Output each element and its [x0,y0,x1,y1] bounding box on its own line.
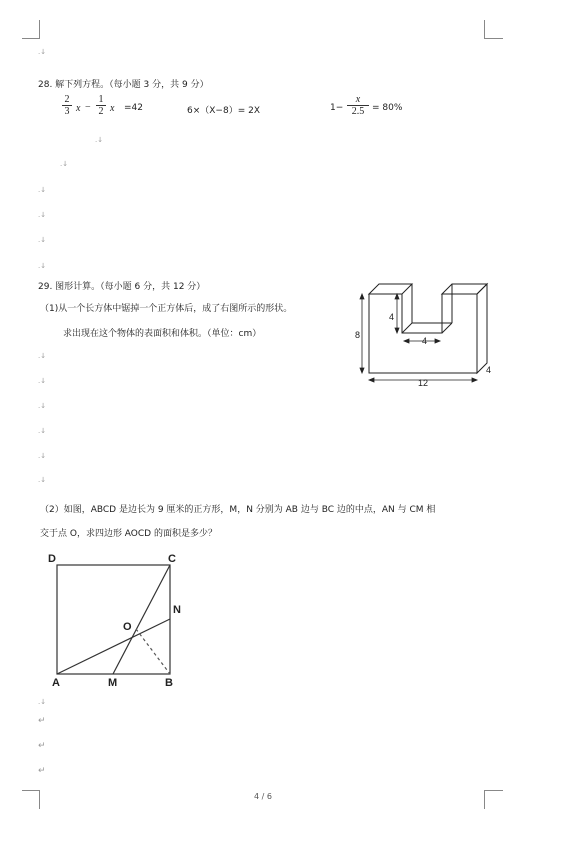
corner-mark-top-right [484,20,503,39]
segment-an [57,619,170,674]
dim-depth-label: 4 [486,365,492,375]
corner-mark-bottom-right [484,790,503,809]
question-29-part2-line2: 交于点 O，求四边形 AOCD 的面积是多少？ [40,529,217,539]
label-a: A [52,677,60,689]
eq2: 6×（X−8）= 2X [187,106,260,116]
segment-cm [113,565,170,674]
question-29-part1-line2: 求出现在这个物体的表面积和体积。（单位：cm） [63,329,262,339]
para-mark: .↓ [38,236,47,244]
fraction-denominator: 2 [98,106,104,117]
square-outline [57,565,170,674]
question-29-title: 29. 图形计算。（每小题 6 分，共 12 分） [38,282,206,292]
label-o: O [123,621,132,633]
eq3-lhs: 1− [330,103,344,113]
return-mark: ↵ [38,741,46,751]
block-front-face [369,294,477,373]
para-mark: .↓ [38,427,47,435]
eq1-rhs: =42 [124,103,143,113]
para-mark: .↓ [38,211,47,219]
return-mark: ↵ [38,766,46,776]
return-mark: ↵ [38,716,46,726]
block-top-left [369,284,412,294]
para-mark: .↓ [38,262,47,270]
para-mark: .↓ [60,160,69,168]
question-29-part2-line1: （2）如图，ABCD 是边长为 9 厘米的正方形，M，N 分别为 AB 边与 BC 边的中点，AN 与 CM 相 [40,505,436,515]
para-mark: .↓ [95,136,104,144]
page-number: 4 / 6 [254,792,272,801]
figure-square-abcd [44,550,194,690]
eq1-fraction-b [96,94,106,117]
eq3-fraction [347,94,369,117]
eq1-variable: x [76,103,81,114]
figure-block-with-cutout [352,280,502,390]
fraction-numerator: x [355,94,361,105]
para-mark: .↓ [38,377,47,385]
para-mark: .↓ [38,352,47,360]
para-mark: .↓ [38,698,47,706]
question-29-part1-line1: （1)从一个长方体中锯掉一个正方体后，成了右图所示的形状。 [40,304,293,314]
eq1-fraction-a [62,94,72,117]
fraction-numerator: 2 [64,94,70,105]
segment-ob-dashed [136,629,170,674]
label-c: C [168,553,176,565]
dim-length-label: 12 [417,378,429,388]
dim-cut-label: 4 [388,312,394,322]
para-mark: .↓ [38,452,47,460]
label-b: B [165,677,173,689]
dim-cut-width-label: 4 [422,336,428,346]
label-m: M [108,677,118,689]
para-mark: .↓ [38,48,47,56]
eq1-variable: x [110,103,115,114]
para-mark: .↓ [38,476,47,484]
question-28-title: 28. 解下列方程。（每小题 3 分，共 9 分） [38,80,209,90]
fraction-denominator: 3 [64,106,70,117]
corner-mark-top-left [22,20,40,39]
dim-height-label: 8 [354,330,360,340]
label-d: D [48,553,56,565]
eq3-rhs: = 80% [372,103,403,113]
para-mark: .↓ [38,186,47,194]
fraction-denominator: 2.5 [351,106,365,117]
block-top-right [442,284,487,294]
label-n: N [173,604,181,616]
eq1-minus: − [85,102,91,113]
corner-mark-bottom-left [22,790,40,809]
para-mark: .↓ [38,402,47,410]
fraction-numerator: 1 [98,94,104,105]
block-right-face [477,284,487,373]
